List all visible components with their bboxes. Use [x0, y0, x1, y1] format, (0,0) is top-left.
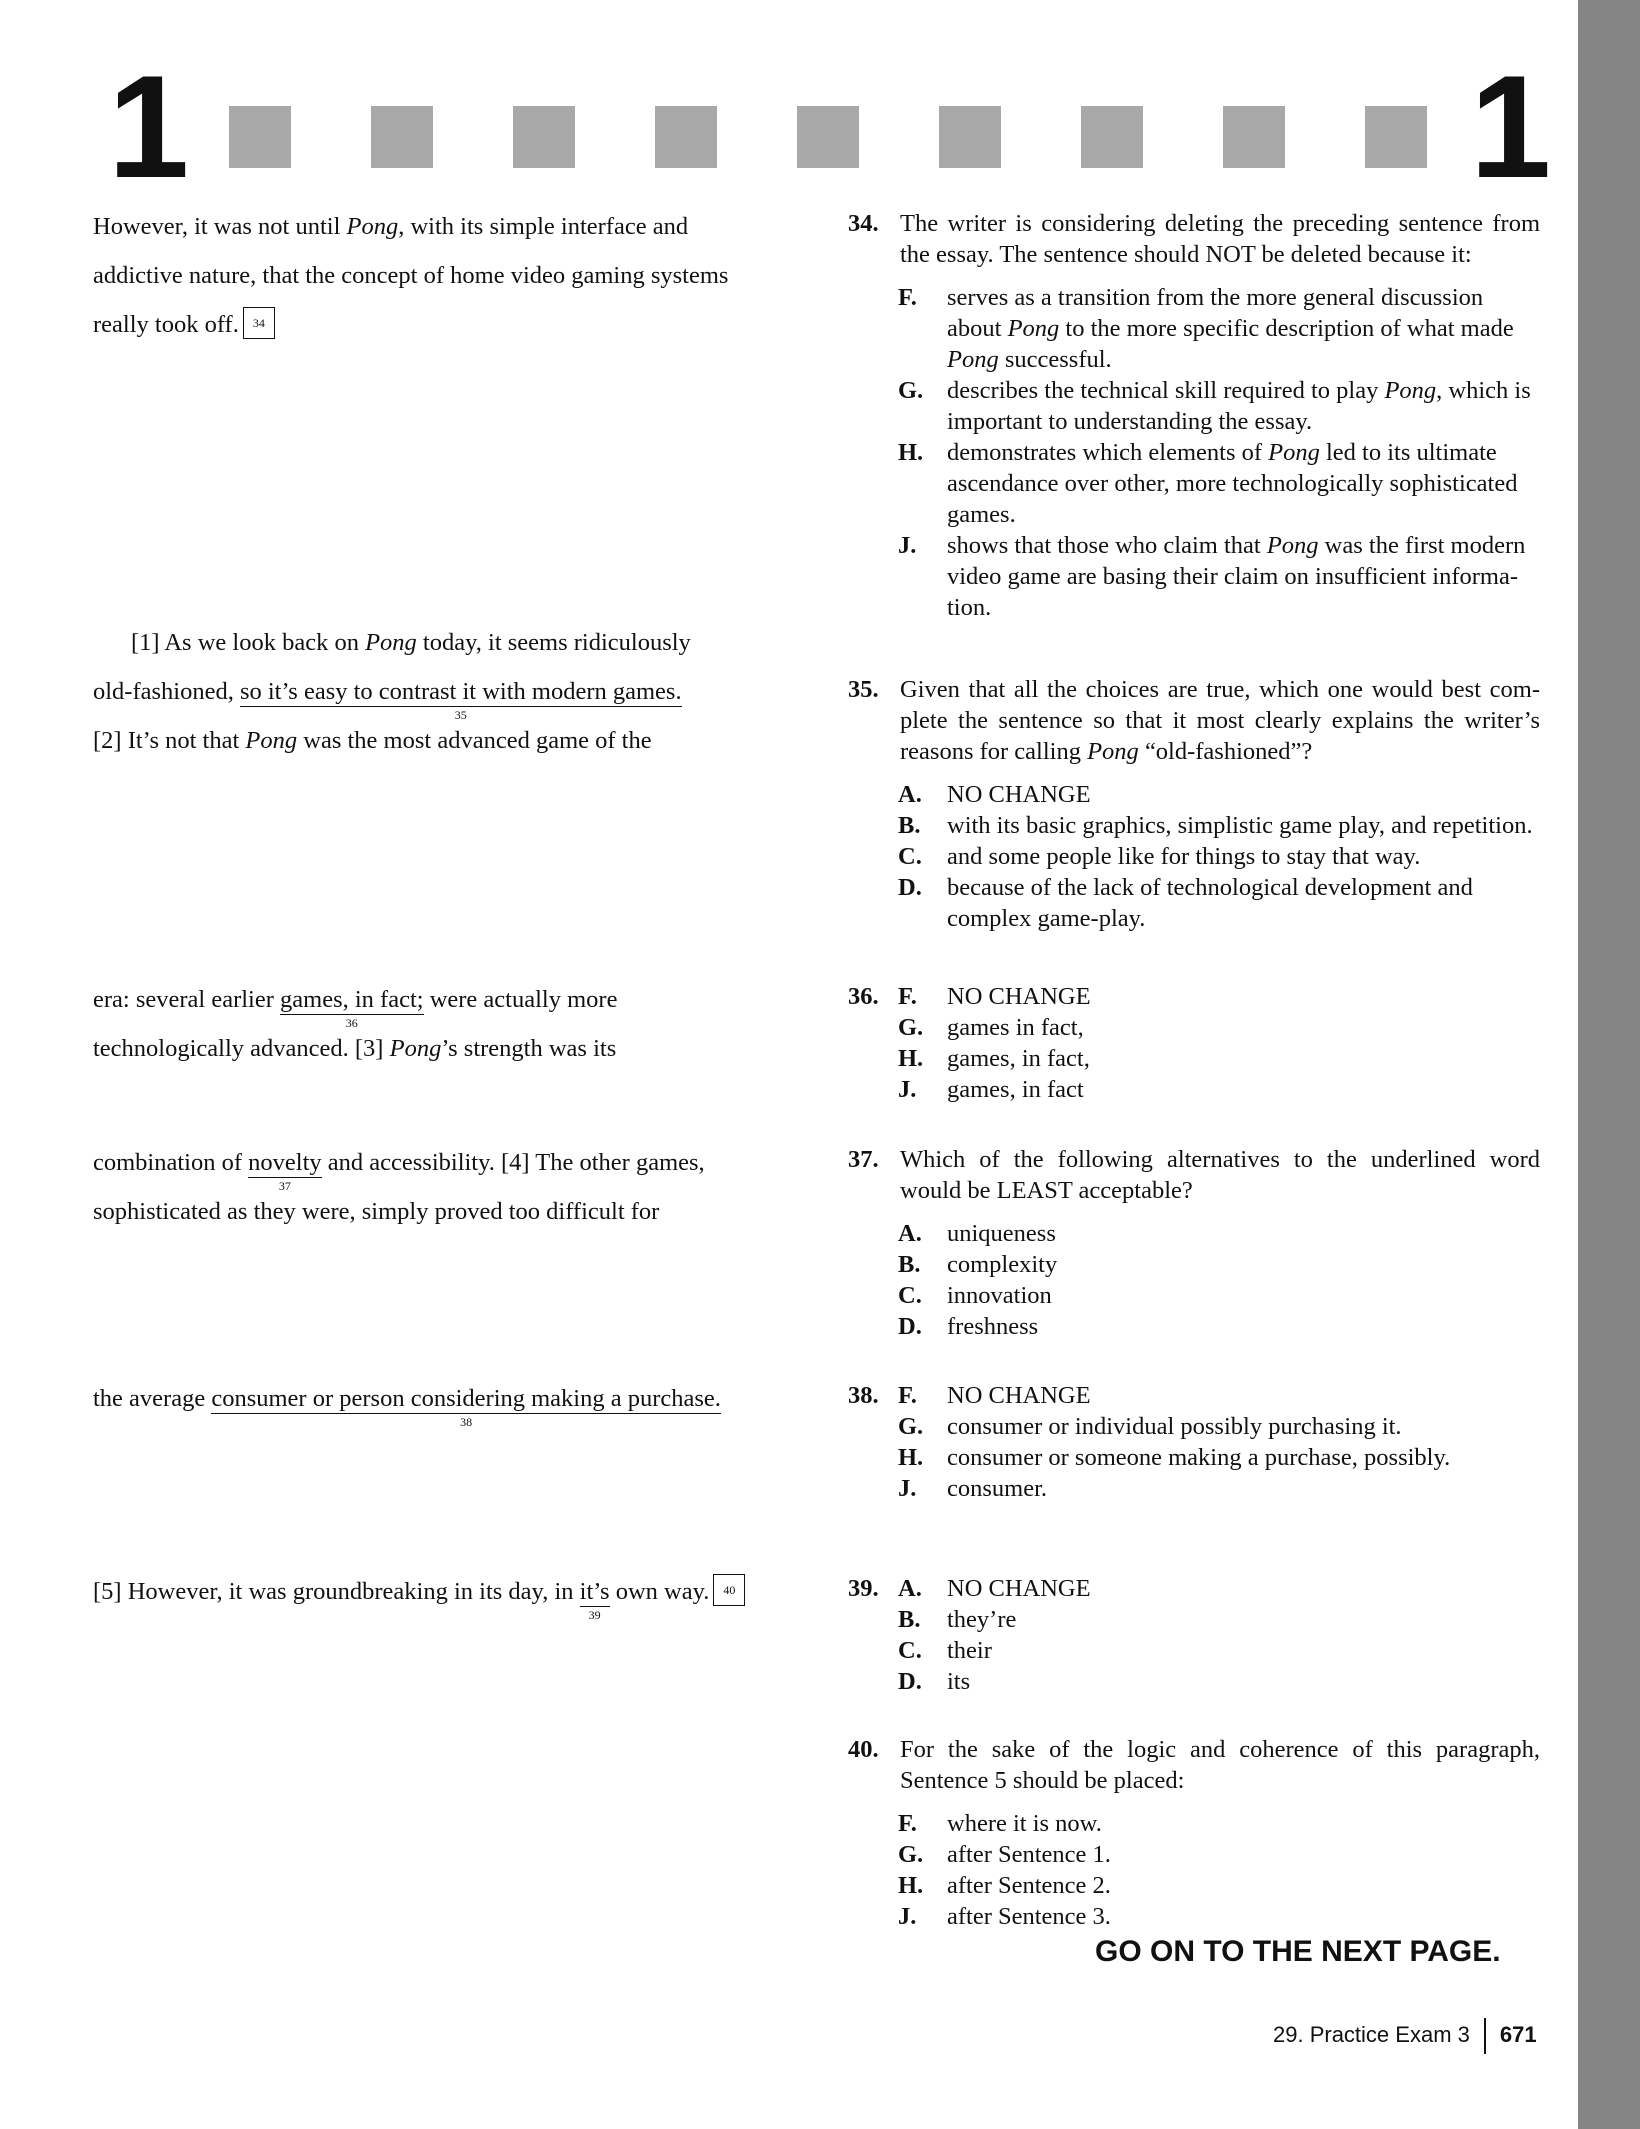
- question-39: [848, 1573, 1540, 1697]
- question-stem: [848, 1144, 1540, 1206]
- option-text: NO CHANGE: [947, 781, 1091, 808]
- option-text: NO CHANGE: [947, 1575, 1091, 1602]
- option-letter: C.: [898, 1282, 922, 1309]
- option-text: games, in fact: [947, 1076, 1084, 1103]
- option-letter: A.: [898, 1575, 922, 1602]
- stem-text: For the sake of the logic and coherence of this paragraph, Sentence 5 should be placed:: [900, 1736, 1540, 1794]
- option-text: complexity: [947, 1251, 1058, 1278]
- answer-option[interactable]: [848, 1043, 1540, 1074]
- question-stem: [848, 208, 1540, 270]
- option-text: their: [947, 1637, 992, 1664]
- passage-text: the average: [93, 1385, 212, 1412]
- option-text: innovation: [947, 1282, 1052, 1309]
- question-40: [848, 1734, 1540, 1932]
- header-square: [1365, 106, 1427, 168]
- option-text: after Sentence 2.: [947, 1872, 1111, 1899]
- page-number: 671: [1499, 2021, 1537, 2047]
- option-text: describes the technical skill required to play: [947, 377, 1385, 404]
- answer-option[interactable]: [848, 981, 1540, 1012]
- question-stem: [848, 1734, 1540, 1796]
- stem-text: The writer is considering deleting the preceding sentence from the essay. The sentence should NOT be deleted because it:: [900, 210, 1540, 268]
- question-box-40[interactable]: 40: [713, 1574, 745, 1606]
- option-letter: D.: [898, 1313, 922, 1340]
- option-text: uniqueness: [947, 1220, 1056, 1247]
- option-letter: F.: [898, 1810, 917, 1837]
- answer-option[interactable]: [848, 1604, 1540, 1635]
- answer-option[interactable]: [848, 841, 1540, 872]
- question-number: 39.: [848, 1575, 879, 1602]
- option-text: games in fact,: [947, 1014, 1084, 1041]
- passage-text: and accessibility. [4] The other games,: [321, 1149, 705, 1176]
- question-number: 36.: [848, 983, 879, 1010]
- question-38: [848, 1380, 1540, 1504]
- section-number-right: 1: [1470, 45, 1550, 208]
- option-letter: B.: [898, 1251, 921, 1278]
- answer-option[interactable]: [848, 375, 1540, 437]
- option-text: consumer.: [947, 1475, 1048, 1502]
- question-35: [848, 674, 1540, 934]
- go-on-notice: GO ON TO THE NEXT PAGE.: [1095, 1935, 1501, 1968]
- option-text: to the more specific description of what made: [1059, 315, 1514, 342]
- footer-divider: [1484, 2018, 1486, 2054]
- option-text: NO CHANGE: [947, 1382, 1091, 1409]
- option-letter: J.: [898, 1903, 917, 1930]
- underline-number: 37: [278, 1179, 291, 1193]
- passage-italic: Pong: [245, 727, 298, 754]
- answer-option[interactable]: [848, 1635, 1540, 1666]
- passage-line: [93, 975, 618, 1030]
- passage-text: really took off.: [93, 311, 239, 338]
- option-letter: G.: [898, 1014, 924, 1041]
- option-text: consumer or someone making a purchase, possibly.: [947, 1444, 1451, 1471]
- underline-number: 38: [460, 1415, 473, 1429]
- question-number: 40.: [848, 1736, 879, 1763]
- answer-options: [848, 282, 1540, 623]
- passage-text: ’s strength was its: [441, 1035, 617, 1062]
- passage-text: , with its simple interface and: [398, 213, 689, 240]
- chapter-label: 29. Practice Exam 3: [1273, 2021, 1470, 2047]
- option-text: was the first modern video game are basing their claim on insufficient informa-tion.: [947, 532, 1526, 621]
- answer-option[interactable]: [848, 1249, 1540, 1280]
- option-letter: J.: [898, 1475, 917, 1502]
- underlined-text: games, in fact;: [280, 986, 424, 1013]
- option-letter: J.: [898, 532, 917, 559]
- underlined-text: consumer or person considering making a purchase.: [211, 1385, 721, 1412]
- passage-text: era: several earlier: [93, 986, 281, 1013]
- header-square: [1223, 106, 1285, 168]
- option-text: after Sentence 3.: [947, 1903, 1111, 1930]
- header-square: [229, 106, 291, 168]
- answer-option[interactable]: [848, 282, 1540, 375]
- option-letter: H.: [898, 1045, 924, 1072]
- option-letter: G.: [898, 1841, 924, 1868]
- option-text: demonstrates which elements of: [947, 439, 1269, 466]
- option-text: shows that those who claim that: [947, 532, 1267, 559]
- option-letter: F.: [898, 983, 917, 1010]
- answer-options: [848, 779, 1540, 934]
- option-letter: H.: [898, 1872, 924, 1899]
- question-number: 38.: [848, 1382, 879, 1409]
- option-letter: F.: [898, 1382, 917, 1409]
- option-text: consumer or individual possibly purchasing it.: [947, 1413, 1402, 1440]
- passage-text: [1] As we look back on: [131, 629, 366, 656]
- passage-italic: Pong: [389, 1035, 442, 1062]
- answer-option[interactable]: [848, 1074, 1540, 1105]
- answer-option[interactable]: [848, 779, 1540, 810]
- section-number-left: 1: [108, 45, 188, 208]
- answer-option[interactable]: [848, 1808, 1540, 1839]
- passage-line: [93, 618, 691, 667]
- answer-option[interactable]: [848, 810, 1540, 841]
- option-letter: J.: [898, 1076, 917, 1103]
- answer-option[interactable]: [848, 1473, 1540, 1504]
- underlined-portion-35[interactable]: [239, 678, 682, 722]
- passage-line: [93, 1374, 721, 1429]
- stem-italic: Pong: [1087, 738, 1139, 765]
- passage-line: [93, 202, 688, 251]
- passage-line: [93, 1567, 745, 1622]
- underlined-portion-39[interactable]: [579, 1578, 610, 1622]
- passage-italic: Pong: [346, 213, 399, 240]
- passage-line: [93, 251, 728, 300]
- header-square: [513, 106, 575, 168]
- option-text: and some people like for things to stay that way.: [947, 843, 1421, 870]
- question-stem: [848, 674, 1540, 767]
- stem-text: “old-fashioned”?: [1138, 738, 1313, 765]
- question-37: [848, 1144, 1540, 1342]
- answer-options: [848, 1218, 1540, 1342]
- passage-line: [93, 716, 652, 765]
- answer-option[interactable]: [848, 1411, 1540, 1442]
- passage-text: addictive nature, that the concept of home video gaming systems: [93, 262, 729, 289]
- answer-option[interactable]: [848, 1012, 1540, 1043]
- header-square: [1081, 106, 1143, 168]
- question-34: [848, 208, 1540, 623]
- answer-option[interactable]: [848, 1380, 1540, 1411]
- option-letter: F.: [898, 284, 917, 311]
- passage-line: [93, 1187, 659, 1236]
- answer-option[interactable]: [848, 1311, 1540, 1342]
- option-text: after Sentence 1.: [947, 1841, 1111, 1868]
- underlined-portion-38[interactable]: [211, 1385, 721, 1429]
- passage-text: own way.: [609, 1578, 710, 1605]
- header-square: [939, 106, 1001, 168]
- header-square: [655, 106, 717, 168]
- answer-option[interactable]: [848, 1870, 1540, 1901]
- stem-text: Given that all the choices are true, which one would best com-plete the sentence so that it most clearly explains the writer’s reasons for calling: [900, 676, 1540, 765]
- option-letter: A.: [898, 781, 922, 808]
- option-letter: D.: [898, 874, 922, 901]
- passage-line: [93, 667, 682, 722]
- answer-option[interactable]: [848, 530, 1540, 623]
- passage-text: [2] It’s not that: [93, 727, 246, 754]
- stem-text: Which of the following alternatives to the underlined word would be LEAST acceptable?: [900, 1146, 1540, 1204]
- option-text: they’re: [947, 1606, 1017, 1633]
- option-letter: H.: [898, 1444, 924, 1471]
- answer-option[interactable]: [848, 1901, 1540, 1932]
- option-italic: Pong: [947, 346, 999, 373]
- underline-number: 39: [588, 1608, 601, 1622]
- passage-text: technologically advanced. [3]: [93, 1035, 390, 1062]
- passage-text: [5] However, it was groundbreaking in its day, in: [93, 1578, 580, 1605]
- question-number: 37.: [848, 1146, 879, 1173]
- underline-number: 36: [345, 1016, 358, 1030]
- option-letter: H.: [898, 439, 924, 466]
- option-text: with its basic graphics, simplistic game play, and repetition.: [947, 812, 1533, 839]
- option-italic: Pong: [1268, 439, 1320, 466]
- passage-text: were actually more: [423, 986, 618, 1013]
- passage-text: sophisticated as they were, simply proved too difficult for: [93, 1198, 660, 1225]
- question-number: 34.: [848, 210, 879, 237]
- passage-text: However, it was not until: [93, 213, 347, 240]
- question-36: [848, 981, 1540, 1105]
- answer-options: [848, 1808, 1540, 1932]
- passage-line: [93, 1138, 705, 1193]
- question-box-34[interactable]: 34: [243, 307, 275, 339]
- answer-option[interactable]: [848, 872, 1540, 934]
- passage-line: [93, 300, 275, 349]
- option-text: its: [947, 1668, 971, 1695]
- option-text: , which is important to understanding the essay.: [947, 377, 1531, 435]
- option-letter: C.: [898, 1637, 922, 1664]
- option-italic: Pong: [1007, 315, 1060, 342]
- answer-option[interactable]: [848, 1218, 1540, 1249]
- underlined-text: novelty: [248, 1149, 322, 1176]
- option-letter: D.: [898, 1668, 922, 1695]
- option-text: freshness: [947, 1313, 1039, 1340]
- option-italic: Pong: [1266, 532, 1319, 559]
- underline-number: 35: [454, 708, 467, 722]
- option-text: led to its ultimate ascendance over other, more technologically sophisticated games.: [947, 439, 1518, 528]
- option-text: successful.: [998, 346, 1112, 373]
- answer-option[interactable]: [848, 1280, 1540, 1311]
- option-text: games, in fact,: [947, 1045, 1090, 1072]
- passage-italic: Pong: [365, 629, 417, 656]
- option-text: where it is now.: [947, 1810, 1102, 1837]
- answer-option[interactable]: [848, 1573, 1540, 1604]
- passage-text: was the most advanced game of the: [297, 727, 652, 754]
- passage-text: today, it seems ridiculously: [416, 629, 691, 656]
- option-letter: B.: [898, 812, 921, 839]
- option-letter: G.: [898, 1413, 924, 1440]
- answer-option[interactable]: [848, 1442, 1540, 1473]
- underlined-portion-36[interactable]: [280, 986, 424, 1030]
- answer-option[interactable]: [848, 1839, 1540, 1870]
- option-letter: C.: [898, 843, 922, 870]
- option-text: serves as a transition from the more general discussion about: [947, 284, 1484, 342]
- option-letter: G.: [898, 377, 924, 404]
- header-square: [371, 106, 433, 168]
- underlined-text: it’s: [579, 1578, 610, 1605]
- answer-option[interactable]: [848, 1666, 1540, 1697]
- passage-text: combination of: [93, 1149, 249, 1176]
- option-letter: A.: [898, 1220, 922, 1247]
- option-italic: Pong: [1384, 377, 1437, 404]
- page-edge-bar: [1578, 0, 1640, 2129]
- passage-text: old-fashioned,: [93, 678, 240, 705]
- header-square: [797, 106, 859, 168]
- question-number: 35.: [848, 676, 879, 703]
- page-footer: [1273, 2018, 1537, 2054]
- option-text: NO CHANGE: [947, 983, 1091, 1010]
- option-letter: B.: [898, 1606, 921, 1633]
- underlined-portion-37[interactable]: [248, 1149, 322, 1193]
- underlined-text: so it’s easy to contrast it with modern games.: [239, 678, 682, 705]
- answer-option[interactable]: [848, 437, 1540, 530]
- option-text: because of the lack of technological development and complex game-play.: [947, 874, 1473, 932]
- passage-line: [93, 1024, 616, 1073]
